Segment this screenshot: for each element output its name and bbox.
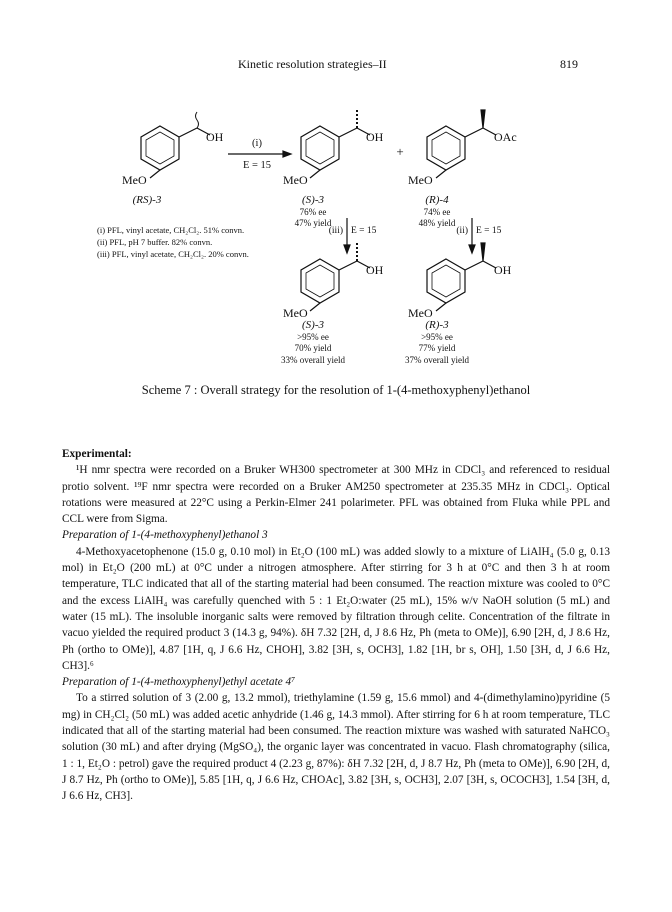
condition-i: (i) PFL, vinyl acetate, CH₂Cl₂. 51% convn.: [97, 225, 245, 235]
arrow-ii-label: (ii): [456, 226, 468, 236]
s3-compound-label: (S)-3: [302, 194, 324, 206]
p1-yield: 70% yield: [294, 343, 332, 353]
start-oh-label: OH: [206, 130, 224, 144]
subheading-preparation-4: Preparation of 1-(4-methoxyphenyl)ethyl acetate 4⁷: [62, 676, 296, 689]
start-compound-label: (RS)-3: [132, 194, 162, 206]
condition-ii: (ii) PFL, pH 7 buffer. 82% convn.: [97, 237, 213, 247]
start-meo-label: MeO: [122, 173, 147, 187]
experimental-heading: Experimental:: [62, 448, 132, 460]
arrow-condition-label: (i): [252, 138, 262, 149]
p2-overall-yield: 37% overall yield: [405, 355, 469, 365]
s3-meo-label: MeO: [283, 173, 308, 187]
s3-ee: 76% ee: [299, 207, 327, 217]
s3-yield: 47% yield: [294, 218, 332, 228]
arrow-iii-label: (iii): [328, 226, 343, 236]
p1-ee: >95% ee: [297, 332, 329, 342]
p2-yield: 77% yield: [418, 343, 456, 353]
scheme-caption: Scheme 7 : Overall strategy for the resolution of 1-(4-methoxyphenyl)ethanol: [141, 383, 531, 397]
running-header-title: Kinetic resolution strategies–II: [238, 57, 387, 71]
p1-oh-label: OH: [366, 263, 384, 277]
condition-iii: (iii) PFL, vinyl acetate, CH₂Cl₂. 20% convn.: [97, 249, 249, 259]
p2-ee: >95% ee: [421, 332, 453, 342]
r4-compound-label: (R)-4: [425, 194, 449, 206]
s3-oh-label: OH: [366, 130, 384, 144]
p1-compound-label: (S)-3: [302, 319, 324, 331]
subheading-preparation-3: Preparation of 1-(4-methoxyphenyl)ethanol 3: [62, 529, 268, 542]
paragraph-preparation-3: 4-Methoxyacetophenone (15.0 g, 0.10 mol) in Et₂O (100 mL) was added slowly to a mixture of LiAlH₄ (5.0 g, 0.13 mol) in Et₂O (200 mL) at 0°C under a nitrogen atmosphere. After stirring for 3 h at 0°C and then 3 h at room temperature, TLC indicated that all of the starting material had been consumed. The reaction mixture was cooled to 0°C and the excess LiAlH₄ was carefully quenched with 5 : 1 Et₂O:water (25 mL), 15% w/v NaOH solution (5 mL) and water (15 mL). The insoluble inorganic salts were removed by filtration through celite. Concentration of the filtrate in vacuo yielded the required product 3 (14.3 g, 94%). δH 7.32 [2H, d, J 8.6 Hz, Ph (meta to OMe)], 6.90 [2H, d, J 8.6 Hz, Ph (ortho to OMe)], 4.87 [1H, q, J 6.6 Hz, CHOH], 3.82 [3H, s, OCH3], 1.82 [1H, br s, OH], 1.50 [3H, d, J 6.6 Hz, CH3].⁶: [62, 545, 610, 672]
r4-meo-label: MeO: [408, 173, 433, 187]
paragraph-instruments: ¹H nmr spectra were recorded on a Bruker WH300 spectrometer at 300 MHz in CDCl₃ and referenced to residual protio solvent. ¹⁹F nmr spectra were recorded on a Bruker AM250 spectrometer at 235.35 MHz in CDCl₃. Optical rotations were measured at 22°C using a Perkin-Elmer 241 polarimeter. PFL was obtained from Fluka while PPL and CCL were from Sigma.: [62, 464, 610, 526]
reaction-scheme: [0, 0, 672, 420]
paragraph-preparation-4: To a stirred solution of 3 (2.00 g, 13.2 mmol), triethylamine (1.59 g, 15.6 mmol) and 4-(dimethylamino)pyridine (5 mg) in CH₂Cl₂ (50 mL) was added acetic anhydride (1.46 g, 14.3 mmol). After stirring for 6 h at room temperature, TLC indicated that all of the starting material had been consumed. The reaction mixture was washed with saturated NaHCO₃ solution (30 mL) and after drying (MgSO₄), the organic layer was concentrated in vacuo. Flash chromatography (silica, 1 : 1, Et₂O : petrol) gave the required product 4 (2.23 g, 87%): δH 7.32 [2H, d, J 8.7 Hz, Ph (meta to OMe)], 6.90 [2H, d, J 8.7 Hz, Ph (ortho to OMe)], 5.85 [1H, q, J 6.6 Hz, CHOAc], 3.82 [3H, s, OCH3], 2.07 [3H, s, OCOCH3], 1.54 [3H, d, J 6.6 Hz, CH3].: [62, 692, 610, 803]
p2-oh-label: OH: [494, 263, 512, 277]
page-number: 819: [560, 57, 578, 71]
r4-ee: 74% ee: [423, 207, 451, 217]
p1-meo-label: MeO: [283, 306, 308, 320]
benzene-ring: [141, 126, 179, 170]
experimental-section: [62, 446, 610, 805]
plus-sign: +: [396, 144, 404, 159]
arrow-ii-e: E = 15: [476, 226, 502, 236]
p1-overall-yield: 33% overall yield: [281, 355, 345, 365]
p2-compound-label: (R)-3: [425, 319, 449, 331]
r4-yield: 48% yield: [418, 218, 456, 228]
arrow-e-value: E = 15: [242, 160, 272, 171]
p2-meo-label: MeO: [408, 306, 433, 320]
r4-oac-label: OAc: [494, 130, 517, 144]
arrow-iii-e: E = 15: [351, 226, 377, 236]
